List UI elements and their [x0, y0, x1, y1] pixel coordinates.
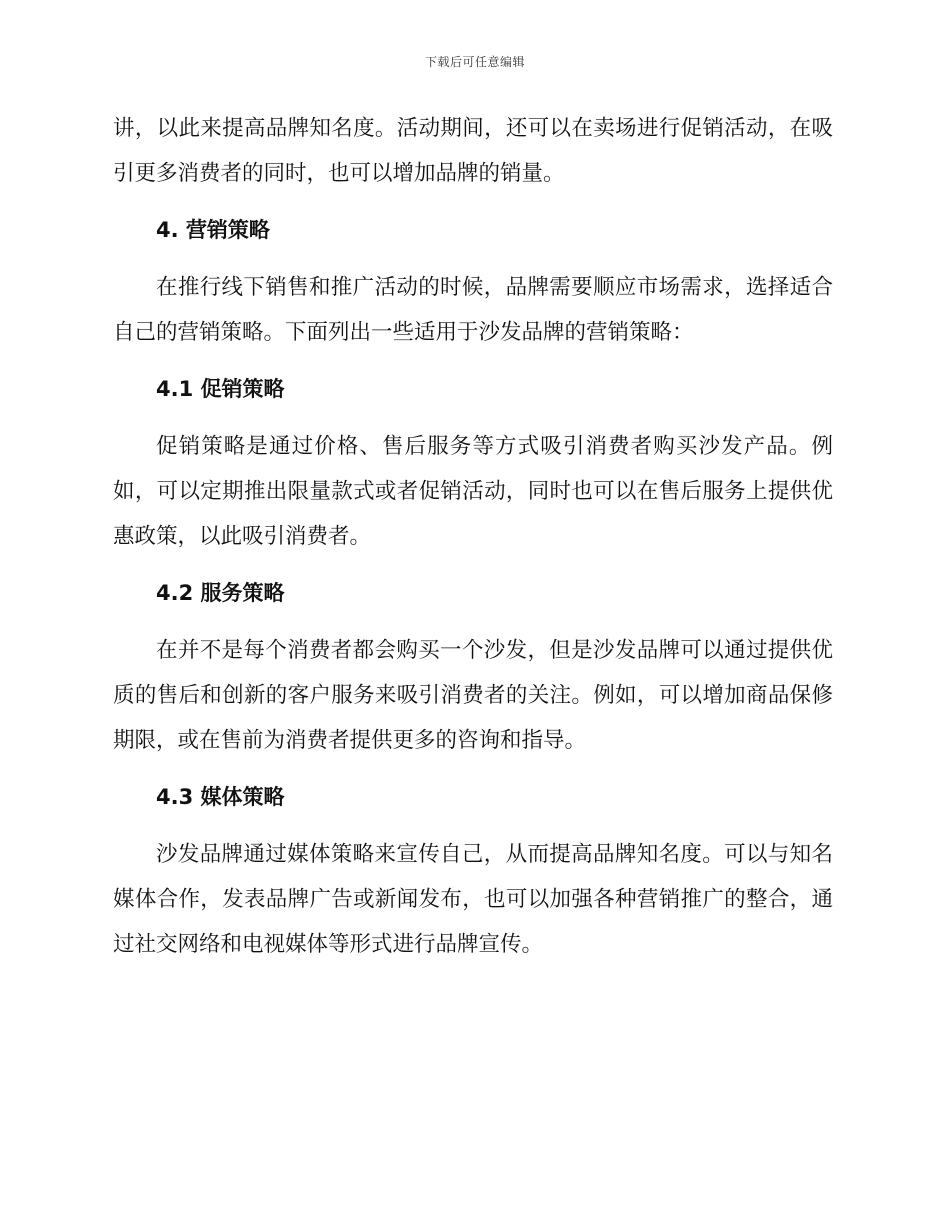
section-heading-marketing-strategy: 4. 营销策略 — [156, 218, 270, 242]
paragraph-media-strategy: 沙发品牌通过媒体策略来宣传自己，从而提高品牌知名度。可以与知名媒体合作，发表品牌广告或新闻发布，也可以加强各种营销推广的整合，通过社交网络和电视媒体等形式进行品牌宣传。 — [113, 842, 833, 957]
section-heading-promotion-strategy: 4.1 促销策略 — [156, 377, 285, 401]
paragraph-promotion-strategy: 促销策略是通过价格、售后服务等方式吸引消费者购买沙发产品。例如，可以定期推出限量款式或者促销活动，同时也可以在售后服务上提供优惠政策，以此吸引消费者。 — [113, 434, 833, 549]
document-body — [113, 106, 833, 967]
section-heading-service-strategy: 4.2 服务策略 — [156, 581, 285, 605]
paragraph-marketing-strategy: 在推行线下销售和推广活动的时候，品牌需要顺应市场需求，选择适合自己的营销策略。下面列出一些适用于沙发品牌的营销策略： — [113, 275, 833, 345]
section-heading-media-strategy: 4.3 媒体策略 — [156, 785, 285, 809]
page-header: 下载后可任意编辑 — [424, 55, 525, 69]
intro-paragraph: 讲，以此来提高品牌知名度。活动期间，还可以在卖场进行促销活动，在吸引更多消费者的同时，也可以增加品牌的销量。 — [113, 116, 833, 186]
paragraph-service-strategy: 在并不是每个消费者都会购买一个沙发，但是沙发品牌可以通过提供优质的售后和创新的客户服务来吸引消费者的关注。例如，可以增加商品保修期限，或在售前为消费者提供更多的咨询和指导。 — [113, 638, 833, 753]
